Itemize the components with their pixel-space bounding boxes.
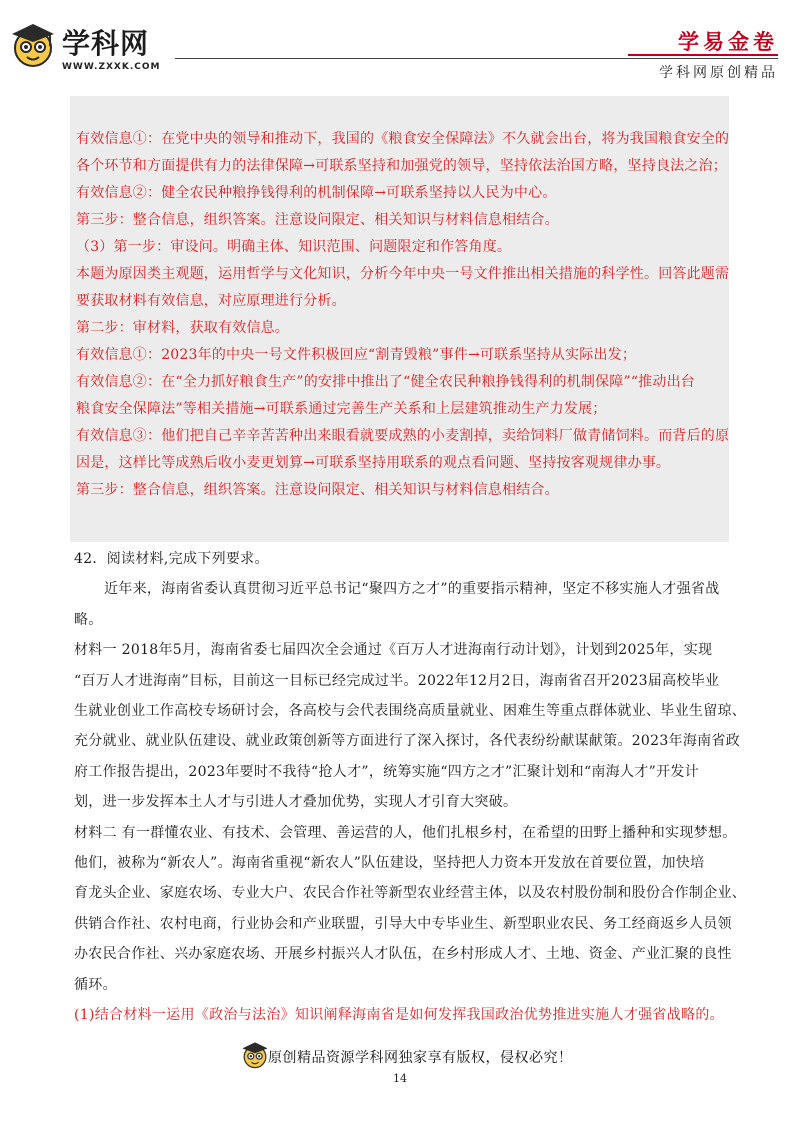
answer-line: 有效信息①：2023年的中央一号文件积极回应“割青毁粮”事件→可联系坚持从实际出发； (76, 347, 637, 363)
material-one-line: 府工作报告提出，2023年要时不我待“抢人才”，统筹实施“四方之才”汇聚计划和“南海人才”开发计 (74, 763, 699, 780)
material-two-line: 材料二 有一群懂农业、有技术、会管理、善运营的人，他们扎根乡村，在希望的田野上播种和实现梦想。 (74, 824, 737, 841)
material-one-line: 充分就业、就业队伍建设、就业政策创新等方面进行了深入探讨，各代表纷纷献谋献策。2023年海南省政 (74, 733, 741, 750)
material-two-line: 他们，被称为“新农人”。海南省重视“新农人”队伍建设，坚持把人力资本开发放在首要位置，加快培 (74, 855, 705, 872)
answer-line: 有效信息②：在“全力抓好粮食生产”的安排中推出了“健全农民种粮挣钱得利的机制保障”“推动出台 (76, 374, 695, 390)
brand-title: 学易金卷 (678, 29, 778, 54)
material-two-line: 供销合作社、农村电商，行业协会和产业联盟，引导大中专毕业生、新型职业农民、务工经商返乡人员领 (74, 915, 732, 932)
header-divider-red (628, 54, 778, 56)
brand-subtitle: 学科网原创精品 (659, 65, 778, 81)
page-header (0, 0, 800, 80)
answer-line: 第二步：审材料，获取有效信息。 (76, 320, 289, 336)
answer-line: 有效信息②：健全农民种粮挣钱得利的机制保障→可联系坚持以人民为中心。 (76, 185, 557, 201)
copyright-notice: 原创精品资源学科网独家享有版权，侵权必究！ (268, 1050, 573, 1066)
answer-line: 第三步：整合信息，组织答案。注意设问限定、相关知识与材料信息相结合。 (76, 482, 559, 498)
material-one-line: 材料一 2018年5月，海南省委七届四次全会通过《百万人才进海南行动计划》，计划到2025年，实现 (74, 642, 713, 659)
sub-question: (1)结合材料一运用《政治与法治》知识阐释海南省是如何发挥我国政治优势推进实施人才强省战略的。 (74, 1007, 724, 1024)
answer-line: 有效信息①：在党中央的领导和推动下，我国的《粮食安全保障法》不久就会出台，将为我国粮食安全的 (76, 131, 730, 147)
answer-line: 要获取材料有效信息，对应原理进行分析。 (76, 293, 346, 309)
answer-line: （3）第一步：审设问。明确主体、知识范围、问题限定和作答角度。 (76, 239, 512, 255)
material-two-line: 育龙头企业、家庭农场、专业大户、农民合作社等新型农业经营主体，以及农村股份制和股份合作制企业、 (74, 885, 747, 902)
answer-line: 各个环节和方面提供有力的法律保障→可联系坚持和加强党的领导，坚持依法治国方略，坚持良法之治； (76, 158, 727, 174)
logo-text: 学科网 (62, 27, 150, 60)
material-one-line: 划，进一步发挥本土人才与引进人才叠加优势，实现人才引育大突破。 (74, 794, 518, 811)
material-two-line: 办农民合作社、兴办家庭农场、开展乡村振兴人才队伍，在乡村形成人才、土地、资金、产业汇聚的良性 (74, 946, 732, 963)
answer-line: 本题为原因类主观题，运用哲学与文化知识，分析今年中央一号文件推出相关措施的科学性。回答此题需 (76, 266, 730, 282)
answer-line: 有效信息③：他们把自己辛辛苦苦种出来眼看就要成熟的小麦割掉，卖给饲料厂做青储饲料。而背后的原 (76, 428, 730, 444)
material-one-line: “百万人才进海南”目标，目前这一目标已经完成过半。2022年12月2日，海南省召开2023届高校毕业 (74, 672, 720, 689)
question-42 (74, 544, 747, 1031)
answer-explanation-box (70, 96, 729, 542)
material-two-line: 循环。 (74, 976, 117, 993)
page-number: 14 (393, 1072, 407, 1085)
page-footer (0, 1040, 800, 1100)
answer-line: 因是，这样比等成熟后收小麦更划算→可联系坚持用联系的观点看问题、坚持按客观规律办事。 (76, 455, 671, 471)
question-heading: 42．阅读材料,完成下列要求。 (74, 551, 269, 567)
answer-line: 粮食安全保障法”等相关措施→可联系通过完善生产关系和上层建筑推动生产力发展； (76, 401, 607, 417)
header-divider (175, 58, 778, 59)
material-one-line: 生就业创业工作高校专场研讨会，各高校与会代表围绕高质量就业、困难生等重点群体就业、毕业生留琼、 (74, 703, 747, 720)
mascot-icon (240, 1040, 270, 1070)
answer-line: 第三步：整合信息，组织答案。注意设问限定、相关知识与材料信息相结合。 (76, 212, 559, 228)
intro-line: 略。 (74, 611, 103, 628)
site-logo[interactable] (8, 20, 168, 82)
intro-line: 近年来，海南省委认真贯彻习近平总书记“聚四方之才”的重要指示精神，坚定不移实施人才强省战 (104, 581, 720, 598)
mascot-icon (8, 20, 58, 70)
logo-url: WWW.ZXXK.COM (62, 62, 161, 72)
